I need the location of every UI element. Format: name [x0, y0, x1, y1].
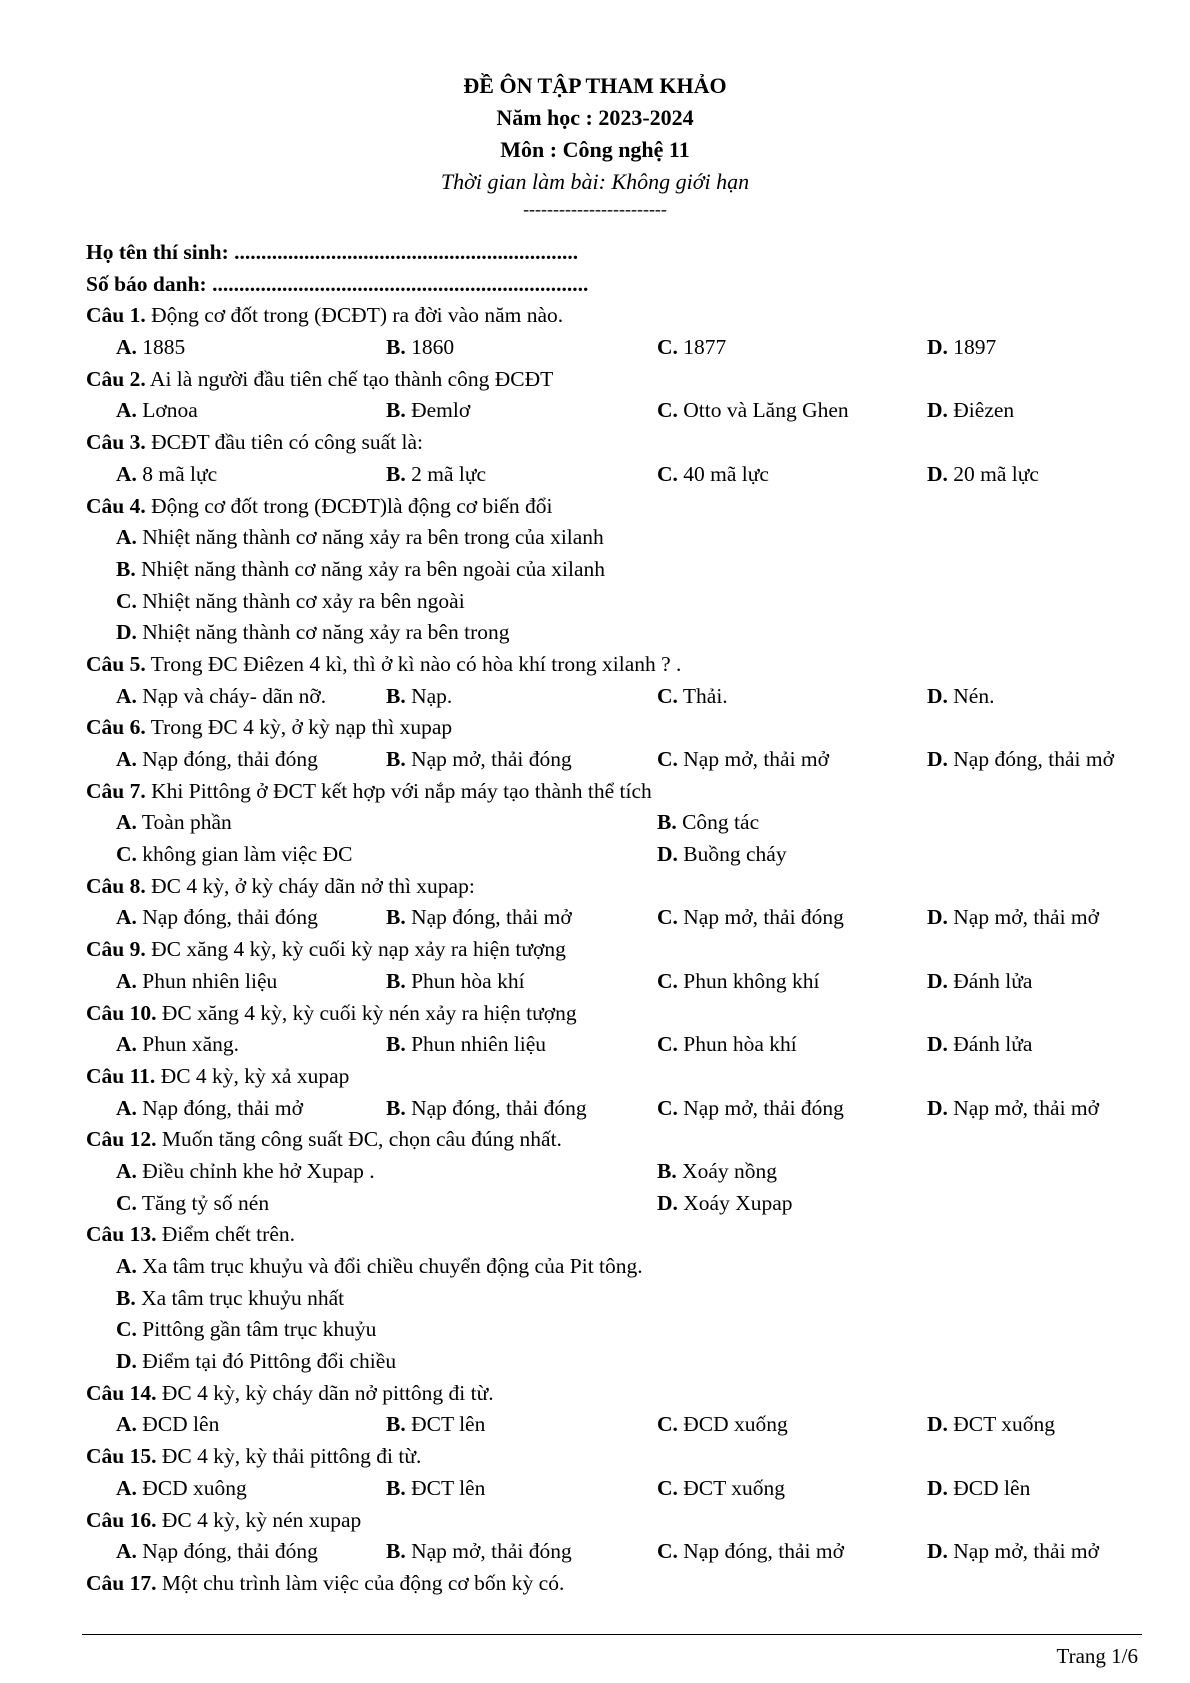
answer-option[interactable]: [657, 1093, 844, 1125]
answer-option[interactable]: [657, 902, 844, 934]
option-text: 40 mã lực: [677, 461, 769, 486]
option-text: ĐCD xuông: [136, 1475, 247, 1500]
option-text: Điều chỉnh khe hở Xupap .: [136, 1158, 375, 1183]
header-divider: ------------------------: [523, 199, 667, 219]
answer-option[interactable]: [116, 1029, 239, 1061]
exam-content: [86, 237, 1146, 1600]
answer-option[interactable]: [657, 332, 726, 364]
option-letter: D.: [927, 1095, 948, 1120]
school-year: Năm học : 2023-2024: [496, 105, 694, 130]
answer-option[interactable]: [386, 1093, 587, 1125]
options-row: [86, 332, 1146, 364]
answer-option[interactable]: [386, 744, 572, 776]
answer-option[interactable]: [116, 681, 326, 713]
answer-option[interactable]: [927, 744, 1114, 776]
option-text: Phun xăng.: [136, 1032, 240, 1057]
subject: Môn : Công nghệ 11: [500, 137, 690, 162]
question-stem: [86, 1124, 1146, 1156]
option-text: Nạp đóng, thải mở: [947, 747, 1114, 771]
option-letter: B.: [116, 556, 136, 581]
option-text: 1877: [677, 335, 727, 360]
option-letter: B.: [386, 683, 406, 708]
options-row: [86, 1473, 1146, 1505]
option-letter: B.: [116, 1285, 136, 1310]
question-text: ĐC xăng 4 kỳ, kỳ cuối kỳ nạp xảy ra hiện tượng: [145, 937, 566, 962]
option-letter: C.: [657, 398, 678, 423]
answer-option[interactable]: [116, 1314, 376, 1346]
question-stem: [86, 776, 1146, 808]
options-row: [86, 1283, 1146, 1315]
answer-option[interactable]: [657, 839, 787, 871]
answer-option[interactable]: [657, 395, 849, 427]
option-text: Phun hòa khí: [677, 1032, 797, 1057]
footer-divider: [82, 1634, 1142, 1635]
option-text: Xa tâm trục khuỷu nhất: [135, 1285, 345, 1310]
option-text: ĐCD xuống: [677, 1412, 788, 1437]
option-letter: C.: [116, 588, 137, 613]
question-text: Một chu trình làm việc của động cơ bốn kỳ có.: [156, 1570, 565, 1595]
answer-option[interactable]: [927, 1536, 1099, 1568]
option-letter: D.: [657, 842, 678, 867]
question-text: Động cơ đốt trong (ĐCĐT)là động cơ biến đổi: [145, 493, 553, 518]
option-text: Nạp.: [405, 683, 453, 708]
option-letter: D.: [657, 1190, 678, 1215]
question-stem: [86, 491, 1146, 523]
answer-option[interactable]: [927, 459, 1039, 491]
answer-option[interactable]: [657, 744, 829, 776]
option-letter: B.: [386, 1475, 406, 1500]
option-text: Nhiệt năng thành cơ xảy ra bên ngoài: [136, 588, 465, 613]
option-letter: D.: [927, 1475, 948, 1500]
answer-option[interactable]: [386, 1029, 546, 1061]
option-text: Nạp mở, thải mở: [947, 1095, 1100, 1120]
option-text: ĐCT xuống: [947, 1412, 1056, 1437]
option-text: Nạp mở, thải đóng: [677, 1095, 844, 1120]
question-stem: [86, 1441, 1146, 1473]
question-number: Câu 3.: [86, 430, 146, 455]
answer-option[interactable]: [386, 1536, 572, 1568]
option-letter: C.: [657, 968, 678, 993]
question-number: Câu 6.: [86, 715, 146, 740]
option-text: ĐCD lên: [136, 1412, 220, 1437]
question-stem: [86, 934, 1146, 966]
student-id-field[interactable]: Số báo danh: ......................................................................: [86, 271, 589, 296]
option-letter: A.: [116, 1412, 137, 1437]
option-text: 8 mã lực: [136, 461, 218, 486]
question-stem: [86, 300, 1146, 332]
options-row: [86, 1029, 1146, 1061]
question-stem: [86, 1505, 1146, 1537]
answer-option[interactable]: [657, 681, 728, 713]
question-number: Câu 9.: [86, 937, 146, 962]
time-limit: Thời gian làm bài: Không giới hạn: [440, 169, 750, 194]
option-letter: C.: [657, 1475, 678, 1500]
answer-option[interactable]: [116, 744, 318, 776]
option-text: Nạp đóng, thải đóng: [405, 1095, 587, 1120]
question-stem: [86, 1378, 1146, 1410]
option-text: Phun không khí: [677, 968, 820, 993]
question-text: Trong ĐC Điêzen 4 kì, thì ở kì nào có hòa khí trong xilanh ? .: [145, 651, 682, 676]
question-text: ĐC xăng 4 kỳ, kỳ cuối kỳ nén xảy ra hiện tượng: [156, 1000, 577, 1025]
option-letter: B.: [386, 1095, 406, 1120]
student-name-field[interactable]: Họ tên thí sinh: ................................................................: [86, 240, 579, 264]
answer-option[interactable]: [116, 1188, 269, 1220]
option-letter: B.: [657, 1158, 677, 1183]
options-row: [86, 1251, 1146, 1283]
option-letter: D.: [927, 683, 948, 708]
answer-option[interactable]: [657, 1188, 793, 1220]
answer-option[interactable]: [657, 1536, 844, 1568]
option-letter: C.: [657, 461, 678, 486]
option-letter: C.: [657, 1095, 678, 1120]
option-letter: D.: [927, 1032, 948, 1057]
option-letter: C.: [657, 1412, 678, 1437]
option-letter: D.: [116, 1349, 137, 1374]
question-text: Ai là người đầu tiên chế tạo thành công ĐCĐT: [145, 366, 554, 391]
options-row: [86, 617, 1146, 649]
option-letter: B.: [386, 398, 406, 423]
option-letter: C.: [116, 1190, 137, 1215]
option-letter: A.: [116, 968, 137, 993]
answer-option[interactable]: [927, 1029, 1032, 1061]
answer-option[interactable]: [657, 459, 769, 491]
question-number: Câu 11.: [86, 1063, 156, 1088]
option-letter: B.: [386, 335, 406, 360]
option-text: Buồng cháy: [677, 842, 787, 867]
answer-option[interactable]: [116, 459, 217, 491]
question-stem: [86, 871, 1146, 903]
answer-option[interactable]: [116, 395, 198, 427]
option-letter: A.: [116, 398, 137, 423]
option-letter: A.: [116, 810, 137, 835]
option-letter: A.: [116, 683, 137, 708]
option-text: Nạp và cháy- dãn nỡ.: [136, 683, 327, 708]
options-row: [86, 586, 1146, 618]
option-text: Otto và Lăng Ghen: [677, 398, 849, 423]
option-text: 1885: [136, 335, 186, 360]
answer-option[interactable]: [927, 966, 1032, 998]
answer-option[interactable]: [657, 1409, 788, 1441]
answer-option[interactable]: [927, 1473, 1030, 1505]
option-text: Nạp mở, thải đóng: [405, 747, 572, 771]
option-text: Xoáy nồng: [676, 1158, 778, 1183]
answer-option[interactable]: [386, 332, 454, 364]
option-letter: D.: [927, 461, 948, 486]
option-text: Nạp đóng, thải đóng: [136, 905, 318, 930]
option-text: Phun hòa khí: [405, 968, 525, 993]
question-stem: [86, 998, 1146, 1030]
option-letter: C.: [657, 905, 678, 930]
question-text: Điểm chết trên.: [156, 1222, 295, 1247]
answer-option[interactable]: [116, 902, 318, 934]
question-text: Khi Pittông ở ĐCT kết hợp với nắp máy tạo thành thể tích: [145, 778, 652, 803]
options-row: [86, 1188, 1146, 1220]
answer-option[interactable]: [116, 1093, 303, 1125]
option-letter: B.: [386, 968, 406, 993]
option-letter: D.: [927, 398, 948, 423]
question-text: ĐC 4 kỳ, kỳ cháy dãn nở pittông đi từ.: [156, 1380, 494, 1405]
question-text: ĐC 4 kỳ, ở kỳ cháy dãn nở thì xupap:: [145, 873, 475, 898]
option-text: Toàn phần: [136, 810, 232, 835]
question-number: Câu 7.: [86, 778, 146, 803]
options-row: [86, 1314, 1146, 1346]
option-text: Đemlơ: [405, 398, 471, 423]
option-text: Thải.: [677, 683, 728, 708]
option-letter: D.: [927, 747, 948, 771]
option-letter: A.: [116, 1095, 137, 1120]
question-text: Muốn tăng công suất ĐC, chọn câu đúng nhất.: [156, 1127, 562, 1152]
option-text: Phun nhiên liệu: [405, 1032, 547, 1057]
option-text: 2 mã lực: [405, 461, 487, 486]
option-text: Nạp mở, thải đóng: [677, 905, 844, 930]
option-letter: C.: [657, 1032, 678, 1057]
answer-option[interactable]: [116, 1156, 375, 1188]
answer-option[interactable]: [927, 902, 1099, 934]
option-text: 1860: [405, 335, 455, 360]
answer-option[interactable]: [927, 1093, 1099, 1125]
options-row: [86, 554, 1146, 586]
question-text: ĐC 4 kỳ, kỳ xả xupap: [155, 1063, 350, 1088]
page-number: Trang 1/6: [1056, 1644, 1138, 1668]
option-text: Nhiệt năng thành cơ năng xảy ra bên ngoài của xilanh: [135, 556, 606, 581]
option-letter: A.: [116, 747, 137, 771]
option-letter: C.: [116, 842, 137, 867]
option-letter: D.: [116, 620, 137, 645]
answer-option[interactable]: [116, 1409, 219, 1441]
options-row: [86, 681, 1146, 713]
question-stem: [86, 649, 1146, 681]
option-text: Điểm tại đó Pittông đổi chiều: [136, 1349, 397, 1374]
answer-option[interactable]: [116, 617, 509, 649]
question-text: ĐC 4 kỳ, kỳ thải pittông đi từ.: [156, 1444, 422, 1469]
answer-option[interactable]: [116, 332, 185, 364]
option-letter: A.: [116, 905, 137, 930]
question-number: Câu 8.: [86, 873, 146, 898]
question-number: Câu 12.: [86, 1127, 157, 1152]
answer-option[interactable]: [657, 966, 819, 998]
question-stem: [86, 1568, 1146, 1600]
option-text: Tăng tỷ số nén: [136, 1190, 270, 1215]
option-text: Đánh lửa: [947, 968, 1033, 993]
answer-option[interactable]: [386, 1473, 485, 1505]
question-stem: [86, 427, 1146, 459]
question-number: Câu 1.: [86, 303, 146, 328]
answer-option[interactable]: [116, 554, 605, 586]
question-number: Câu 10.: [86, 1000, 157, 1025]
option-text: Phun nhiên liệu: [136, 968, 278, 993]
option-text: Nạp đóng, thải đóng: [136, 1539, 318, 1564]
option-letter: A.: [116, 1032, 137, 1057]
option-letter: C.: [657, 1539, 678, 1564]
option-letter: A.: [116, 335, 137, 360]
option-letter: A.: [116, 1254, 137, 1278]
option-text: ĐCT xuống: [677, 1475, 786, 1500]
question-number: Câu 14.: [86, 1380, 157, 1405]
option-letter: A.: [116, 1539, 137, 1564]
option-text: ĐCT lên: [405, 1412, 486, 1437]
question-text: Trong ĐC 4 kỳ, ở kỳ nạp thì xupap: [145, 715, 453, 740]
options-row: [86, 522, 1146, 554]
option-letter: B.: [386, 905, 406, 930]
option-text: Công tác: [676, 810, 760, 835]
option-text: Nạp đóng, thải đóng: [136, 747, 318, 771]
option-letter: D.: [927, 1412, 948, 1437]
answer-option[interactable]: [386, 902, 572, 934]
options-row: [86, 1346, 1146, 1378]
question-stem: [86, 712, 1146, 744]
option-letter: B.: [657, 810, 677, 835]
option-letter: C.: [657, 683, 678, 708]
option-letter: C.: [116, 1317, 137, 1342]
answer-option[interactable]: [116, 1536, 318, 1568]
exam-header: [0, 70, 1190, 220]
option-letter: C.: [657, 335, 678, 360]
option-text: Nạp mở, thải mở: [947, 1539, 1100, 1564]
option-text: Điêzen: [947, 398, 1015, 423]
option-letter: A.: [116, 461, 137, 486]
option-letter: D.: [927, 968, 948, 993]
option-letter: C.: [657, 747, 678, 771]
option-text: Nạp đóng, thải mở: [677, 1539, 844, 1564]
answer-option[interactable]: [927, 395, 1014, 427]
options-row: [86, 966, 1146, 998]
question-number: Câu 16.: [86, 1507, 157, 1532]
option-letter: D.: [927, 335, 948, 360]
option-letter: B.: [386, 461, 406, 486]
answer-option[interactable]: [116, 807, 232, 839]
answer-option[interactable]: [386, 681, 452, 713]
options-row: [86, 839, 1146, 871]
question-number: Câu 5.: [86, 651, 146, 676]
option-text: Nén.: [947, 683, 995, 708]
answer-option[interactable]: [657, 1156, 777, 1188]
answer-option[interactable]: [116, 966, 277, 998]
question-number: Câu 15.: [86, 1444, 157, 1469]
answer-option[interactable]: [116, 1473, 247, 1505]
option-text: Xoáy Xupap: [677, 1190, 793, 1215]
options-row: [86, 1156, 1146, 1188]
options-row: [86, 459, 1146, 491]
option-text: Nạp mở, thải mở: [947, 905, 1100, 930]
option-text: ĐCT lên: [405, 1475, 486, 1500]
option-text: Nạp đóng, thải mở: [136, 1095, 303, 1120]
option-letter: B.: [386, 1032, 406, 1057]
question-text: ĐCĐT đầu tiên có công suất là:: [145, 430, 423, 455]
question-stem: [86, 1061, 1146, 1093]
option-text: Đánh lửa: [947, 1032, 1033, 1057]
answer-option[interactable]: [116, 1346, 396, 1378]
option-letter: B.: [386, 747, 406, 771]
option-text: không gian làm việc ĐC: [136, 842, 353, 867]
options-row: [86, 395, 1146, 427]
option-letter: B.: [386, 1539, 406, 1564]
option-text: Nạp mở, thải mở: [677, 747, 830, 771]
options-row: [86, 744, 1146, 776]
exam-title: ĐỀ ÔN TẬP THAM KHẢO: [463, 73, 727, 98]
answer-option[interactable]: [386, 966, 525, 998]
answer-option[interactable]: [386, 1409, 485, 1441]
answer-option[interactable]: [116, 1283, 344, 1315]
answer-option[interactable]: [116, 522, 604, 554]
question-list: [86, 300, 1146, 1599]
answer-option[interactable]: [386, 459, 486, 491]
option-text: Lơnoa: [136, 398, 198, 423]
option-letter: D.: [927, 1539, 948, 1564]
answer-option[interactable]: [657, 1029, 797, 1061]
answer-option[interactable]: [116, 1251, 643, 1283]
option-text: ĐCD lên: [947, 1475, 1031, 1500]
option-letter: A.: [116, 525, 137, 550]
option-letter: A.: [116, 1475, 137, 1500]
answer-option[interactable]: [386, 395, 470, 427]
options-row: [86, 902, 1146, 934]
answer-option[interactable]: [116, 839, 352, 871]
answer-option[interactable]: [116, 586, 465, 618]
option-text: 1897: [947, 335, 997, 360]
question-stem: [86, 364, 1146, 396]
answer-option[interactable]: [927, 332, 996, 364]
option-letter: A.: [116, 1158, 137, 1183]
question-number: Câu 13.: [86, 1222, 157, 1247]
option-letter: B.: [386, 1412, 406, 1437]
answer-option[interactable]: [657, 1473, 785, 1505]
options-row: [86, 1409, 1146, 1441]
option-letter: D.: [927, 905, 948, 930]
question-number: Câu 4.: [86, 493, 146, 518]
option-text: Nhiệt năng thành cơ năng xảy ra bên trong: [136, 620, 510, 645]
option-text: Nhiệt năng thành cơ năng xảy ra bên trong của xilanh: [136, 525, 604, 550]
question-text: Động cơ đốt trong (ĐCĐT) ra đời vào năm nào.: [145, 303, 564, 328]
answer-option[interactable]: [927, 1409, 1055, 1441]
question-text: ĐC 4 kỳ, kỳ nén xupap: [156, 1507, 362, 1532]
question-number: Câu 17.: [86, 1570, 157, 1595]
option-text: Xa tâm trục khuỷu và đổi chiều chuyển động của Pit tông.: [136, 1254, 643, 1278]
option-text: Pittông gần tâm trục khuỷu: [136, 1317, 377, 1342]
options-row: [86, 1093, 1146, 1125]
options-row: [86, 1536, 1146, 1568]
question-number: Câu 2.: [86, 366, 146, 391]
answer-option[interactable]: [927, 681, 994, 713]
option-text: Nạp mở, thải đóng: [405, 1539, 572, 1564]
question-stem: [86, 1219, 1146, 1251]
option-text: 20 mã lực: [947, 461, 1039, 486]
option-text: Nạp đóng, thải mở: [405, 905, 572, 930]
options-row: [86, 807, 1146, 839]
answer-option[interactable]: [657, 807, 759, 839]
